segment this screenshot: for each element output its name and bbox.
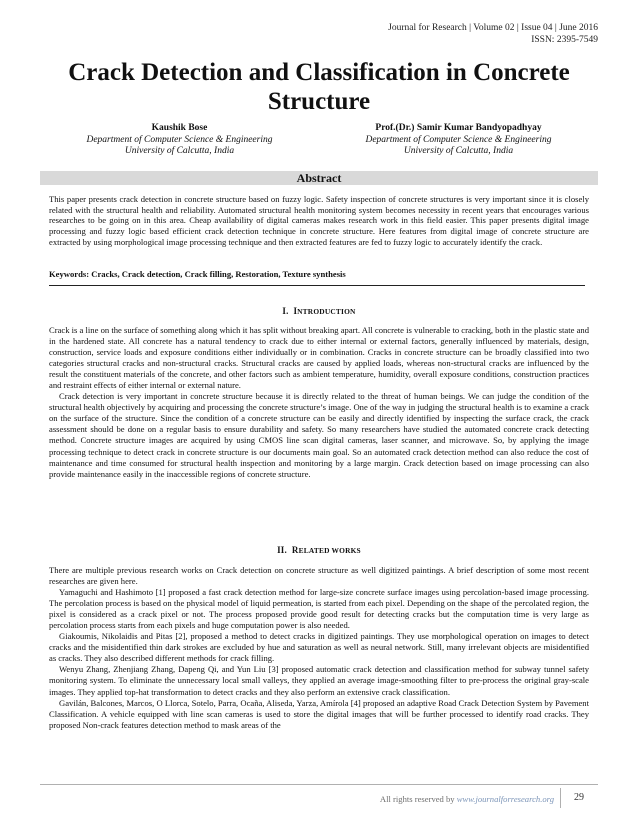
section-title-rest: NTRODUCTION — [297, 307, 356, 316]
keywords: Keywords: Cracks, Crack detection, Crack filling, Restoration, Texture synthesis — [49, 269, 346, 279]
paragraph: Wenyu Zhang, Zhenjiang Zhang, Dapeng Qi, and Yun Liu [3] proposed automatic crack detection and classification method for subway tunnel safety monitoring system. To eliminate the unnecessary local small valleys, they applied an average image-smoothing filter to pre-process the original gray-scale images. They applied top-hat transformation to detect cracks and they also perform an extensive crack classification. — [49, 664, 589, 697]
paragraph: Yamaguchi and Hashimoto [1] proposed a fast crack detection method for large-size concrete surface images using percolation-based image processing. The percolation process is based on the physical model of liquid permeation, is started from each pixel. Depending on the shape of the percolated region, the pixel is considered as a crack pixel or not. The process proposed provide good result for detecting cracks but the computation time is very large as percolation process starts from each pixels and huge computation power is also needed. — [49, 587, 589, 631]
section-numeral: II. — [277, 545, 287, 555]
author-department: Department of Computer Science & Engineering — [86, 134, 273, 145]
section-heading-introduction — [49, 306, 589, 316]
paragraph: Crack is a line on the surface of something along which it has split without breaking apart. All concrete is vulnerable to cracking, both in the plastic state and in the hardened state. All concrete has a natural tendency to crack due to either internal or external factors, generally influenced by materials, design, construction, service loads and exposure conditions either individually or in combination. Cracks in concrete structure can be broadly classified into two categories structural cracks and non-structural cracks. Structural cracks are caused by applied loads, whereas non-structural cracks are influenced by the result the constituent materials of the concrete, and other factors such as ambient temperature, humidity, overall exposure conditions, construction practices and restraint effects of either internal or external nature. — [49, 325, 589, 391]
page-number: 29 — [560, 788, 597, 808]
divider-rule — [49, 285, 585, 286]
section-numeral: I. — [282, 306, 289, 316]
abstract-heading: Abstract — [40, 171, 598, 185]
paragraph: Crack detection is very important in concrete structure because it is directly related to the threat of human beings. We can judge the condition of the structural health objectively by acquiring and processing the concrete structure’s image. One of the way in judging the structural health is to examine a crack on the surface of the structure. Since the condition of a concrete structure can be easily and directly identified by inspecting the surface crack, the crack assessment should be done on a regular basis to ensure durability and safety. So many researchers have studied the automated concrete crack detecting method. Concrete structure images are acquired by using CMOS line scan digital cameras, laser scanner, and microwave. So, by applying the image processing technique to detect crack in concrete structure is our documents main goal. So an automated crack detection method can also reduce the cost of maintenance and time consumed for structural health inspection and monitoring by a large margin. Crack detection based on image processing can also provide maintenance easily in the inaccessible regions of concrete structure. — [49, 391, 589, 479]
journal-website-link[interactable]: www.journalforresearch.org — [456, 794, 554, 804]
author-1 — [40, 123, 319, 158]
author-department: Department of Computer Science & Engineering — [365, 134, 552, 145]
section-title-initial: R — [291, 545, 299, 555]
author-name: Kaushik Bose — [151, 123, 208, 133]
paragraph: There are multiple previous research works on Crack detection on concrete structure as well digitized paintings. A brief description of some most recent researches are given here. — [49, 565, 589, 587]
rights-text: All rights reserved by — [379, 794, 455, 804]
section-heading-related-works — [49, 545, 589, 555]
abstract-text: This paper presents crack detection in concrete structure based on fuzzy logic. Safety inspection of concrete structures is very important since it is closely related with the structural health and reliability. Automated structural health monitoring system becomes necessity in recent years that encourages various researches to be going on in this area. Cheap availability of digital cameras makes research work in this field easier. This paper presents digital image processing and fuzzy logic based efficient crack detection technique in concrete structure. Here features from digital image of concrete structure are extracted by using morphological image processing technique and then extracted features are fed to fuzzy logic to accurately identify the crack. — [49, 194, 589, 247]
related-works-body — [49, 565, 589, 731]
section-title-initial: I — [293, 306, 298, 316]
author-university: University of Calcutta, India — [403, 146, 514, 156]
author-2 — [319, 123, 598, 158]
footer-rule — [40, 784, 598, 785]
authors-block — [40, 123, 598, 163]
paragraph: Gavilán, Balcones, Marcos, O Llorca, Sotelo, Parra, Ocaña, Aliseda, Yarza, Amírola [4] proposed an adaptive Road Crack Detection System by Pavement Classification. A vehicle equipped with line scan cameras is used to store the digital images that will be further processed to identify road cracks. They proposed Non-crack features detection method to mask areas of the — [49, 697, 589, 730]
paragraph: Giakoumis, Nikolaidis and Pitas [2], proposed a method to detect cracks in digitized paintings. They use morphological operation on images to detect cracks and the misidentified thin dark strokes are excluded by hue and saturation as well as neural network. Still, many irrelevant objects are misidentified as cracks. They also described different methods for crack filling. — [49, 631, 589, 664]
paper-title: Crack Detection and Classification in Concrete Structure — [68, 59, 570, 115]
author-university: University of Calcutta, India — [124, 146, 235, 156]
footer-rights — [380, 794, 554, 804]
journal-info: Journal for Research | Volume 02 | Issue 04 | June 2016 — [388, 23, 598, 33]
issn: ISSN: 2395-7549 — [531, 35, 598, 45]
section-title-rest: ELATED WORKS — [298, 546, 361, 555]
introduction-body — [49, 325, 589, 480]
journal-header — [388, 22, 598, 46]
author-name: Prof.(Dr.) Samir Kumar Bandyopadhyay — [375, 123, 542, 133]
